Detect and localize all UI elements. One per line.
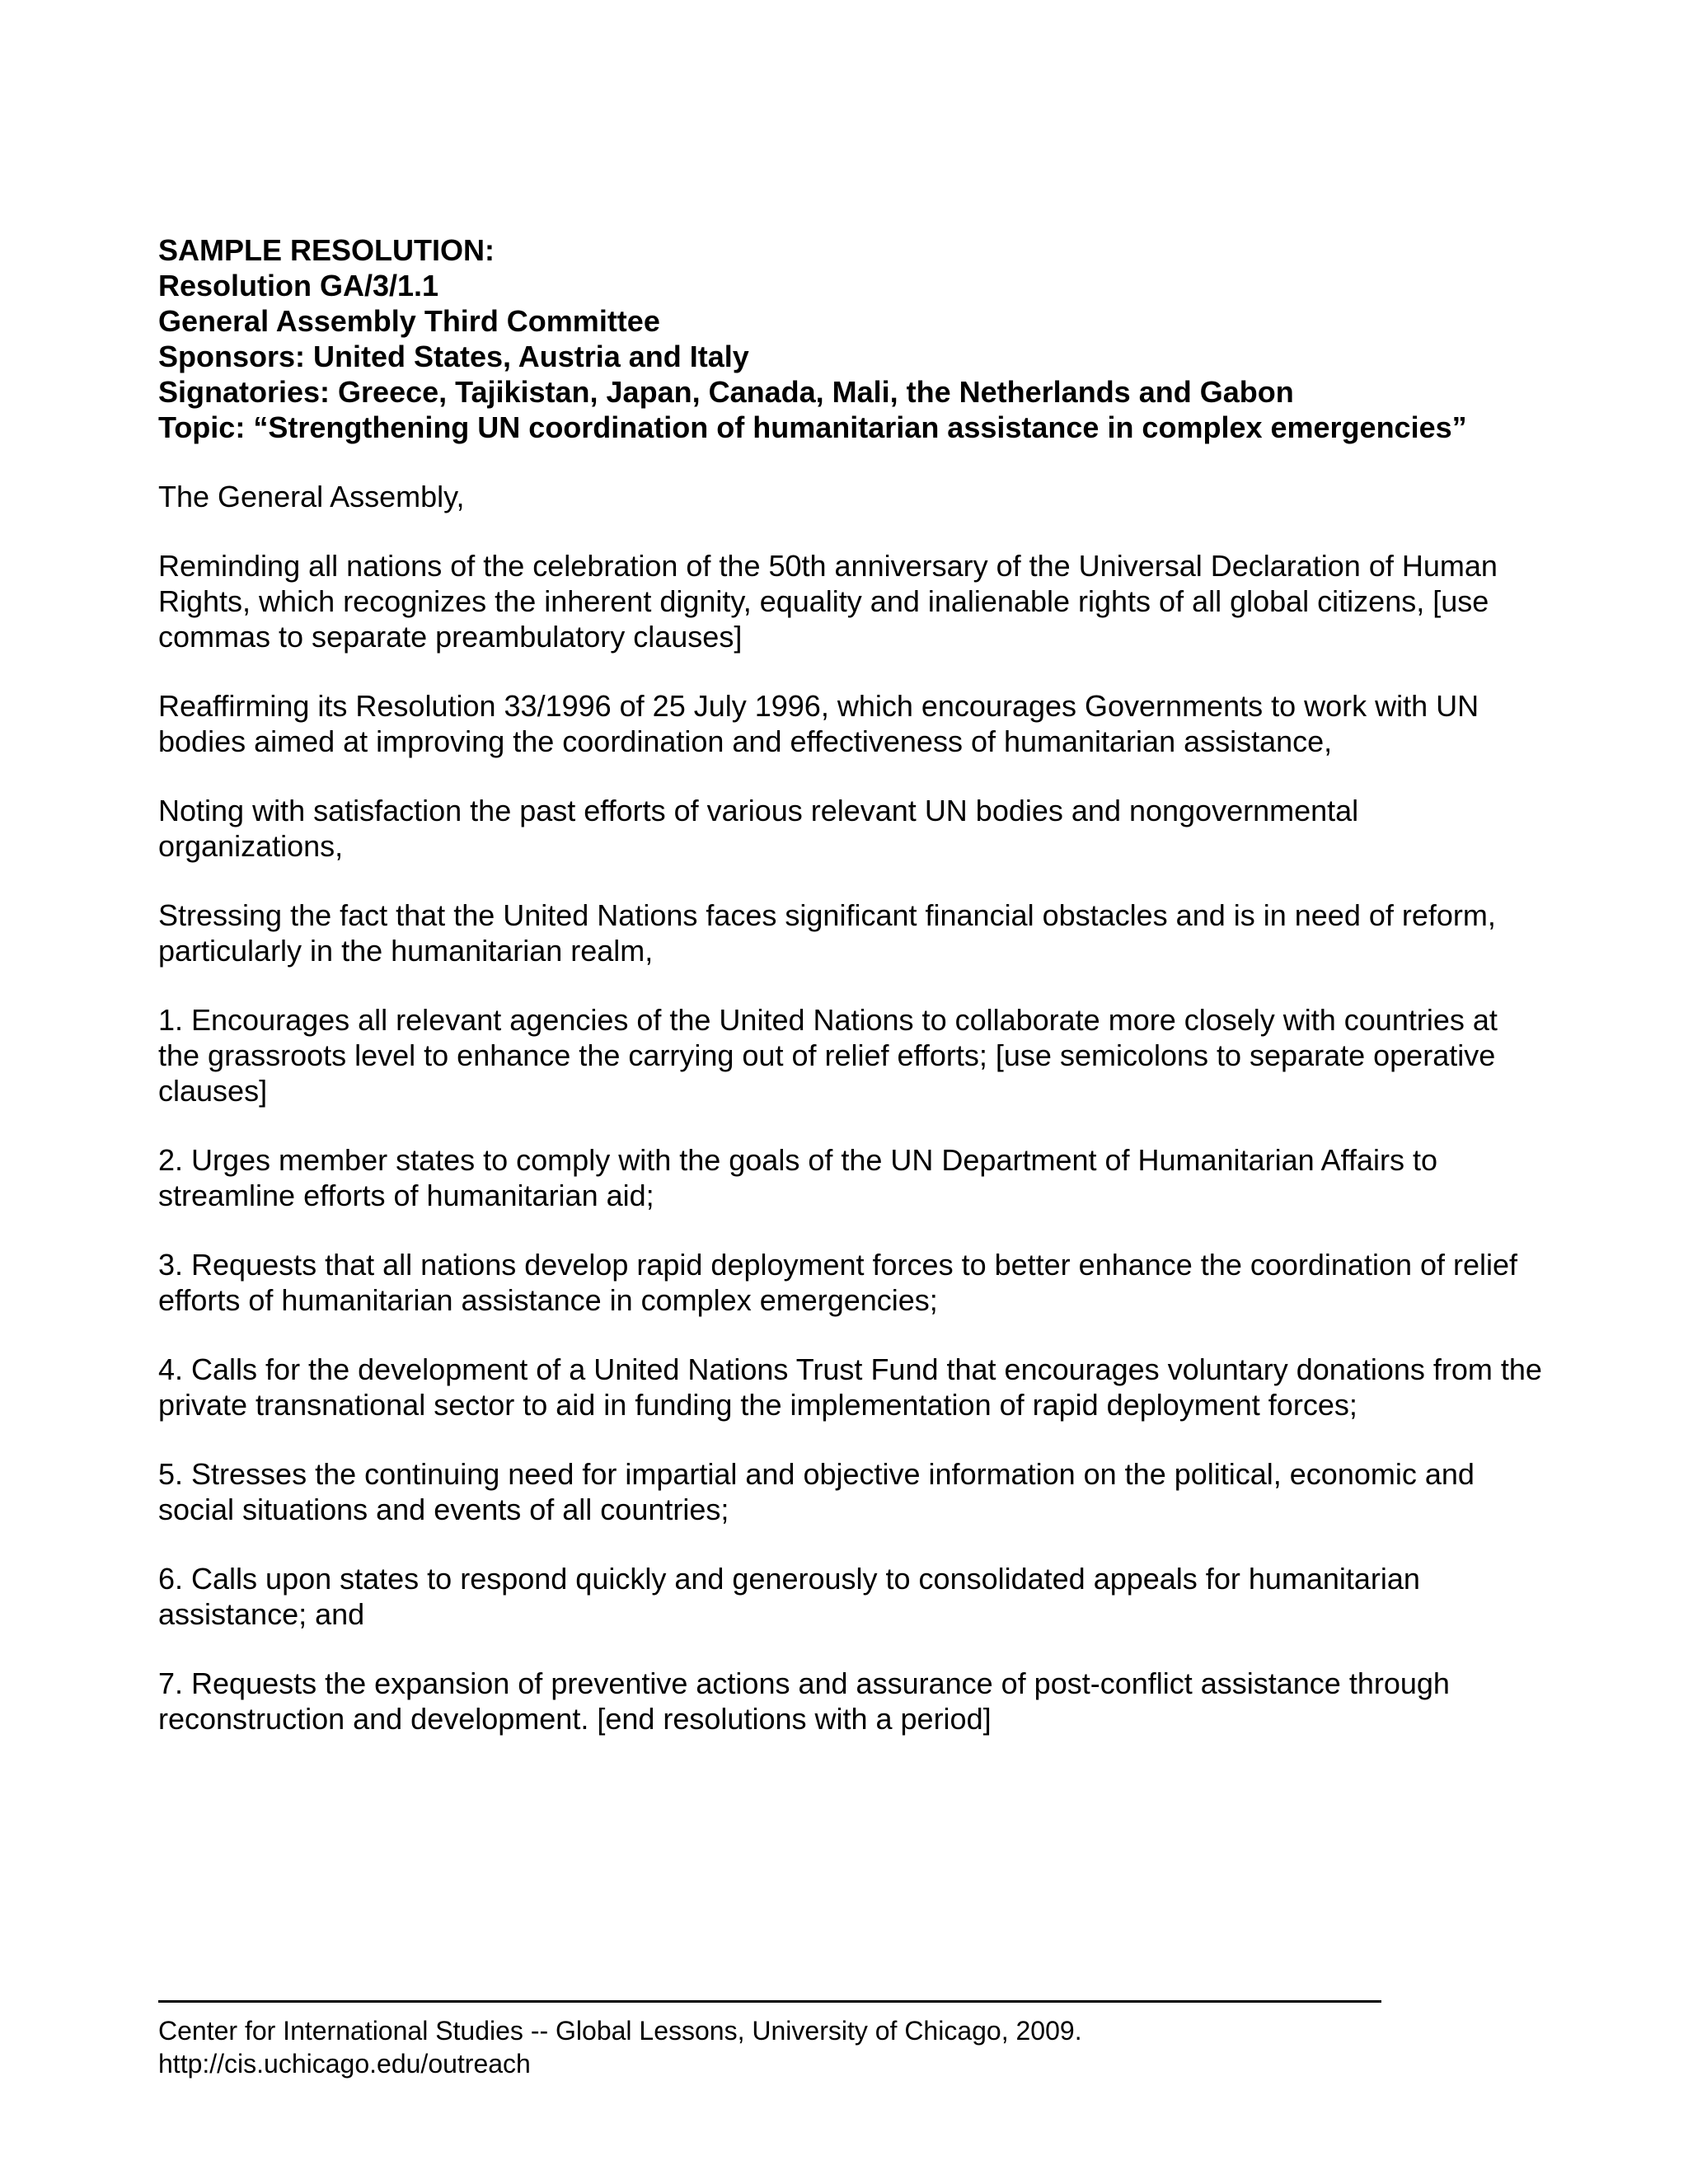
signatories-line: Signatories: Greece, Tajikistan, Japan, Canada, Mali, the Netherlands and Gabon [158, 375, 1294, 409]
footer-url: http://cis.uchicago.edu/outreach [158, 2049, 531, 2079]
operative-clause: 6. Calls upon states to respond quickly and generously to consolidated appeals for humanitarian assistance; and [158, 1562, 1420, 1631]
operative-clause: 4. Calls for the development of a United Nations Trust Fund that encourages voluntary donations from the private transnational sector to aid in funding the implementation of rapid deployment forces; [158, 1352, 1542, 1422]
resolution-header [158, 232, 1543, 445]
preambulatory-clause: Reaffirming its Resolution 33/1996 of 25 July 1996, which encourages Governments to work with UN bodies aimed at improving the coordination and effectiveness of humanitarian assistance, [158, 689, 1479, 758]
preambulatory-clause: Reminding all nations of the celebration of the 50th anniversary of the Universal Declaration of Human Rights, which recognizes the inherent dignity, equality and inalienable rights of all global citizens, [use commas to separate preambulatory clauses] [158, 549, 1498, 654]
operative-clause: 1. Encourages all relevant agencies of the United Nations to collaborate more closely with countries at the grassroots level to enhance the carrying out of relief efforts; [use semicolons to separate operative clauses] [158, 1003, 1498, 1108]
resolution-number: Resolution GA/3/1.1 [158, 269, 439, 302]
page-footer [158, 2014, 1082, 2080]
resolution-content [158, 232, 1543, 1766]
sponsors-line: Sponsors: United States, Austria and Italy [158, 340, 749, 373]
footer-divider [158, 2000, 1381, 2003]
operative-clause: 5. Stresses the continuing need for impartial and objective information on the political, economic and social situations and events of all countries; [158, 1457, 1475, 1526]
opening-phrase: The General Assembly, [158, 480, 465, 513]
committee-name: General Assembly Third Committee [158, 304, 660, 338]
operative-clause: 2. Urges member states to comply with the goals of the UN Department of Humanitarian Affairs to streamline efforts of humanitarian aid; [158, 1143, 1438, 1212]
preambulatory-clause: Noting with satisfaction the past efforts of various relevant UN bodies and nongovernmental organizations, [158, 794, 1359, 863]
topic-line: Topic: “Strengthening UN coordination of humanitarian assistance in complex emergencies” [158, 410, 1467, 444]
footer-credit: Center for International Studies -- Global Lessons, University of Chicago, 2009. [158, 2016, 1082, 2046]
document-title: SAMPLE RESOLUTION: [158, 233, 495, 267]
operative-clause: 3. Requests that all nations develop rapid deployment forces to better enhance the coordination of relief efforts of humanitarian assistance in complex emergencies; [158, 1248, 1518, 1317]
operative-clause: 7. Requests the expansion of preventive actions and assurance of post-conflict assistance through reconstruction and development. [end resolutions with a period] [158, 1666, 1450, 1736]
preambulatory-clause: Stressing the fact that the United Nations faces significant financial obstacles and is in need of reform, particularly in the humanitarian realm, [158, 898, 1496, 968]
